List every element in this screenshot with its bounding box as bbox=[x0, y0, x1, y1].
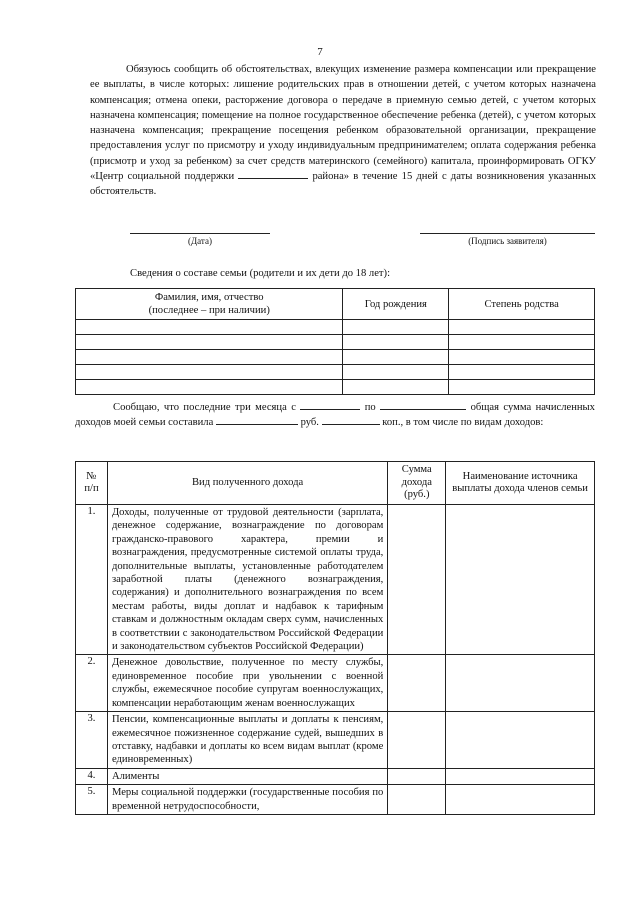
row-number: 1. bbox=[76, 505, 108, 655]
relation-cell[interactable] bbox=[449, 380, 595, 395]
district-blank[interactable] bbox=[238, 169, 308, 179]
birth-year-cell[interactable] bbox=[343, 365, 449, 380]
name-cell[interactable] bbox=[76, 365, 343, 380]
amount-cell[interactable] bbox=[388, 785, 446, 815]
income-row bbox=[76, 655, 595, 712]
applicant-signature-line[interactable] bbox=[420, 233, 595, 246]
amount-cell[interactable] bbox=[388, 655, 446, 712]
income-row bbox=[76, 712, 595, 769]
income-text-total: общая сумма начисленных доходов моей семьи составила bbox=[75, 402, 595, 429]
birth-year-cell[interactable] bbox=[343, 350, 449, 365]
income-table bbox=[75, 461, 595, 815]
income-type-description: Доходы, полученные от трудовой деятельности (зарплата, денежное содержание, вознаграждение по договорам гражданско-правового характера, премии и вознаграждения, предусмотренные системой оплаты труда, дополнительные выплаты, установленные работодателем заработной платы (денежного вознаграждения, содержания) и дополнительного вознаграждения по всем местам работы, виды доплат и надбавок к тарифным ставкам и должностным окладам сверх сумм, начисленных в соответствии с законодательством Российской Федерации и законодательством субъектов Российской Федерации) bbox=[107, 505, 387, 655]
amount-cell[interactable] bbox=[388, 505, 446, 655]
income-paragraph bbox=[75, 400, 595, 431]
amount-column-header: Сумма дохода (руб.) bbox=[388, 462, 446, 505]
source-cell[interactable] bbox=[446, 768, 595, 784]
source-cell[interactable] bbox=[446, 505, 595, 655]
income-type-description: Денежное довольствие, полученное по месту службы, единовременное пособие при увольнении с военной службы, ежемесячное пособие супругам военнослужащих, компенсации неработающим женам военнослужащих bbox=[107, 655, 387, 712]
amount-cell[interactable] bbox=[388, 768, 446, 784]
family-row bbox=[76, 350, 595, 365]
income-row bbox=[76, 785, 595, 815]
name-column-header: Фамилия, имя, отчество (последнее – при наличии) bbox=[76, 289, 343, 320]
birth-year-cell[interactable] bbox=[343, 335, 449, 350]
source-column-header: Наименование источника выплаты дохода членов семьи bbox=[446, 462, 595, 505]
name-cell[interactable] bbox=[76, 380, 343, 395]
family-row bbox=[76, 320, 595, 335]
relation-cell[interactable] bbox=[449, 320, 595, 335]
row-number: 5. bbox=[76, 785, 108, 815]
name-cell[interactable] bbox=[76, 350, 343, 365]
page-number: 7 bbox=[317, 46, 323, 58]
relation-cell[interactable] bbox=[449, 365, 595, 380]
period-start-blank[interactable] bbox=[300, 400, 360, 410]
income-text-rub: руб. bbox=[300, 417, 319, 429]
date-label: (Дата) bbox=[188, 236, 212, 246]
family-table bbox=[75, 288, 595, 395]
birth-year-cell[interactable] bbox=[343, 380, 449, 395]
income-table-header bbox=[76, 462, 595, 505]
income-row bbox=[76, 505, 595, 655]
relation-cell[interactable] bbox=[449, 335, 595, 350]
name-cell[interactable] bbox=[76, 335, 343, 350]
family-intro: Сведения о составе семьи (родители и их дети до 18 лет): bbox=[130, 268, 391, 279]
income-row bbox=[76, 768, 595, 784]
row-number: 2. bbox=[76, 655, 108, 712]
total-rub-blank[interactable] bbox=[216, 415, 298, 425]
family-table-header bbox=[76, 289, 595, 320]
obligation-paragraph bbox=[90, 62, 596, 200]
family-row bbox=[76, 335, 595, 350]
amount-cell[interactable] bbox=[388, 712, 446, 769]
name-cell[interactable] bbox=[76, 320, 343, 335]
income-type-description: Алименты bbox=[107, 768, 387, 784]
row-number: 4. bbox=[76, 768, 108, 784]
relation-cell[interactable] bbox=[449, 350, 595, 365]
relation-column-header: Степень родства bbox=[449, 289, 595, 320]
source-cell[interactable] bbox=[446, 785, 595, 815]
family-row bbox=[76, 365, 595, 380]
income-text-to: по bbox=[364, 402, 376, 413]
total-kop-blank[interactable] bbox=[322, 415, 380, 425]
row-number: 3. bbox=[76, 712, 108, 769]
income-type-description: Меры социальной поддержки (государственные пособия по временной нетрудоспособности, bbox=[107, 785, 387, 815]
source-cell[interactable] bbox=[446, 655, 595, 712]
source-cell[interactable] bbox=[446, 712, 595, 769]
obligation-text-end: района» в течение 15 дней с даты возникновения указанных обстоятельств. bbox=[90, 171, 596, 198]
number-column-header: № п/п bbox=[76, 462, 108, 505]
income-type-column-header: Вид полученного дохода bbox=[107, 462, 387, 505]
birth-year-cell[interactable] bbox=[343, 320, 449, 335]
obligation-text: Обязуюсь сообщить об обстоятельствах, влекущих изменение размера компенсации или прекращение ее выплаты, в числе которых: лишение родительских прав в отношении детей, с учетом которых назначена компенсация; отмена опеки, расторжение договора о передаче в приемную семью детей, с учетом которых назначена компенсация; помещение на полное государственное обеспечение ребенка (детей), с учетом которых назначена компенсация; прекращение посещения ребенком образовательной организации, прекращение предоставления услуг по присмотру и уходу индивидуальным предпринимателем; оплата содержания ребенка (присмотр и уход за ребенком) за счет средств материнского (семейного) капитала, проинформировать ОГКУ «Центр социальной поддержки bbox=[90, 64, 596, 183]
applicant-signature-label: (Подпись заявителя) bbox=[468, 236, 547, 246]
period-end-blank[interactable] bbox=[380, 400, 466, 410]
income-type-description: Пенсии, компенсационные выплаты и доплаты к пенсиям, ежемесячное пожизненное содержание судей, вышедших в отставку, надбавки и доплаты ко всем видам выплат (кроме единовременных) bbox=[107, 712, 387, 769]
family-row bbox=[76, 380, 595, 395]
income-text-report: Сообщаю, что последние три месяца с bbox=[113, 402, 296, 413]
date-signature-line[interactable] bbox=[130, 233, 270, 246]
income-text-kop: коп., в том числе по видам доходов: bbox=[382, 417, 544, 429]
birth-year-column-header: Год рождения bbox=[343, 289, 449, 320]
